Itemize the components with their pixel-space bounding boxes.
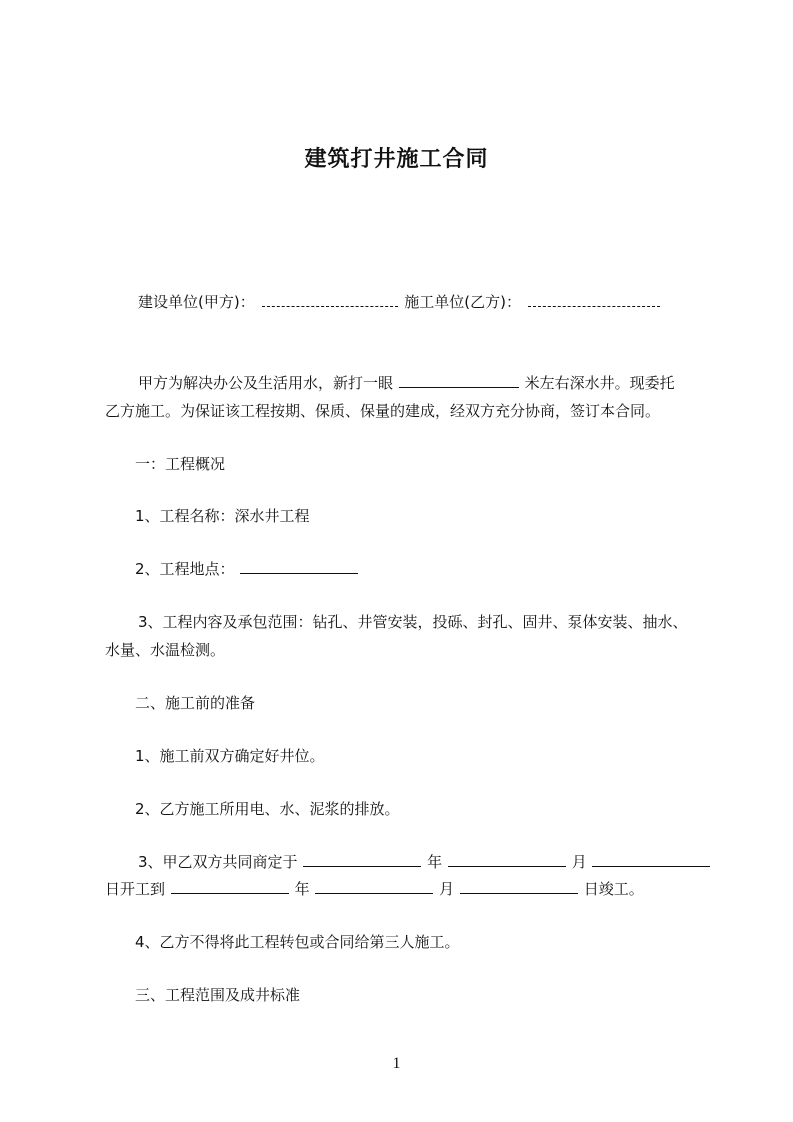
party-b-label: 施工单位(乙方)： xyxy=(404,293,521,311)
project-location-blank[interactable] xyxy=(240,559,358,574)
section1-item3-line2: 水量、水温检测。 xyxy=(105,641,226,659)
end-day-label: 日竣工。 xyxy=(583,880,644,898)
party-b-blank[interactable] xyxy=(528,292,660,307)
section2-item2: 2、乙方施工所用电、水、泥浆的排放。 xyxy=(135,800,400,818)
section2-heading: 二、施工前的准备 xyxy=(135,694,256,712)
section1-heading: 一：工程概况 xyxy=(135,455,226,473)
project-location-label: 2、工程地点： xyxy=(135,560,235,578)
end-year-label: 年 xyxy=(294,880,310,898)
section3-heading: 三、工程范围及成井标准 xyxy=(135,986,301,1004)
start-day-label: 日开工到 xyxy=(105,880,166,898)
schedule-prefix: 3、甲乙双方共同商定于 xyxy=(138,853,298,871)
section2-item3-line2 xyxy=(105,878,644,899)
party-a-label: 建设单位(甲方)： xyxy=(138,293,255,311)
page-title: 建筑打井施工合同 xyxy=(304,147,489,172)
end-year-blank[interactable] xyxy=(171,879,289,894)
section2-item1: 1、施工前双方确定好井位。 xyxy=(135,747,325,765)
section1-item3-line1: 3、工程内容及承包范围：钻孔、井管安装，投砾、封孔、固井、泵体安装、抽水、 xyxy=(138,613,688,631)
well-depth-blank[interactable] xyxy=(399,373,519,388)
party-a-blank[interactable] xyxy=(262,292,398,307)
intro-line-2: 乙方施工。为保证该工程按期、保质、保量的建成，经双方充分协商，签订本合同。 xyxy=(105,402,661,420)
section1-item2 xyxy=(135,558,359,579)
section2-item3-line1 xyxy=(138,851,711,872)
start-month-blank[interactable] xyxy=(448,852,566,867)
end-month-label: 月 xyxy=(439,880,455,898)
section2-item4: 4、乙方不得将此工程转包或合同给第三人施工。 xyxy=(135,933,460,951)
start-month-label: 月 xyxy=(571,853,587,871)
end-month-blank[interactable] xyxy=(315,879,433,894)
end-day-blank[interactable] xyxy=(460,879,578,894)
section1-item1: 1、工程名称：深水井工程 xyxy=(135,507,310,525)
intro-text-a: 甲方为解决办公及生活用水，新打一眼 xyxy=(138,374,394,392)
parties-line xyxy=(138,291,662,312)
intro-line-1 xyxy=(138,372,675,393)
start-day-blank[interactable] xyxy=(592,852,710,867)
start-year-blank[interactable] xyxy=(303,852,421,867)
start-year-label: 年 xyxy=(427,853,443,871)
intro-text-b: 米左右深水井。现委托 xyxy=(524,374,675,392)
page-number: 1 xyxy=(392,1055,401,1072)
